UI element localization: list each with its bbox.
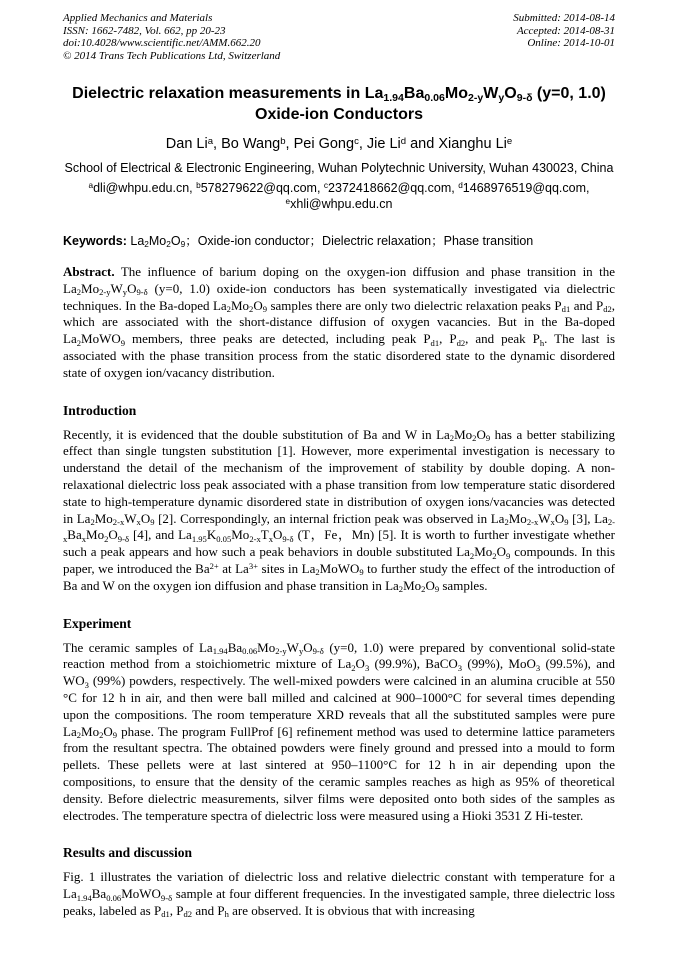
submitted-date: Submitted: 2014-08-14	[513, 12, 615, 24]
section-heading-experiment: Experiment	[63, 615, 132, 631]
journal-doi-line: doi:10.4028/www.scientific.net/AMM.662.20	[63, 37, 261, 49]
section-body-experiment: The ceramic samples of $La_{1.94}Ba_{0.06}Mo_{2-y}W_yO_{9-\delta}$ (y=0, 1.0) were prepared by conventional solid-state reaction method from a stoichiometric mixture of $La_2O_3$ (99.9%), BaCO$_3$ (99%), MoO$_3$ (99.5%), and $WO_3$ (99%) powders, respectively. The well-mixed powders were calcined in an alumina crucible at 550 °C for 12 h in air, and then were ball milled and calcined at 900–1000°C for several times depending upon the compositions. The room temperature XRD reveals that all the substituted samples were pure $La_2Mo_2O_9$ phase. The program FullProf [6] refinement method was used to determine lattice parameters from the resultant spectra. The obtained powders were finely ground and pressed into a mould to form pellets. These pellets were at last sintered at 950–1100°C for 12 h in air depending upon the compositions, to ensure that the density of the ceramic samples reaches as high as 95% of theoretical density. Before dielectric measurements, silver films were deposited onto both sides of the samples as electrodes. The temperature spectra of dielectric loss were measured using a Hioki 3531 Z Hi-tester.	[63, 639, 615, 823]
journal-header	[63, 12, 615, 62]
journal-header-left	[63, 12, 280, 62]
section-heading-results: Results and discussion	[63, 845, 193, 861]
journal-name: Applied Mechanics and Materials	[63, 12, 213, 24]
journal-header-right	[513, 12, 615, 62]
section-results	[63, 845, 615, 919]
online-date: Online: 2014-10-01	[527, 37, 615, 49]
authors-line: Dan Li$^a$, Bo Wang$^b$, Pei Gong$^c$, Jie Li$^d$ and Xianghu Li$^e$	[165, 135, 513, 152]
keywords-line	[63, 233, 615, 249]
emails-line-2: $^e$xhli@whpu.edu.cn	[285, 197, 393, 211]
section-introduction	[63, 403, 615, 595]
affiliation-line: School of Electrical & Electronic Engineering, Wuhan Polytechnic University, Wuhan 430023, China	[64, 161, 614, 175]
section-body-introduction: Recently, it is evidenced that the double substitution of Ba and W in $La_2Mo_2O_9$ has a better stabilizing effect than single tungsten substitution [1]. However, more experimental investigation is necessary to understand the detail of the mechanism of the improvement of stability by double doping. A non-relaxational dielectric loss peak associated with a phase transition from low temperature static disordered state to high-temperature dynamic disordered state in distribution of oxygen ions/vacancies was detected in $La_2Mo_{2-x}W_xO_9$ [2]. Correspondingly, an internal friction peak was observed in $La_2Mo_{2-x}W_xO_9$ [3], $La_{2-x}Ba_xMo_2O_{9-\delta}$ [4], and $La_{1.95}K_{0.05}Mo_{2-x}T_xO_{9-\delta}$ (T，Fe，Mn) [5]. It is worth to further investigate whether such a peak appears and how such a peak behaviors in double substituted $La_2Mo_2O_9$ compounds. In this paper, we introduced the $Ba^{2+}$ at $La^{3+}$ sites in $La_2MoWO_9$ to further study the effect of the introduction of Ba and W on the oxygen ion diffusion and phase transition in $La_2Mo_2O_9$ samples.	[63, 426, 615, 595]
page-title: Dielectric relaxation measurements in $La_{1.94}Ba_{0.06}Mo_{2-y}W_yO_{9-\delta}$ (y=0, 1.0) Oxide-ion Conductors	[72, 85, 606, 123]
emails-block	[63, 180, 615, 212]
section-experiment	[63, 616, 615, 825]
emails-line-1: $^a$dli@whpu.edu.cn, $^b$578279622@qq.com, $^c$2372418662@qq.com, $^d$1468976519@qq.com,	[88, 181, 590, 195]
abstract-paragraph	[63, 264, 615, 382]
keywords-label: Keywords:	[63, 234, 127, 248]
keywords-text: $La_2Mo_2O_9$；Oxide-ion conductor；Dielectric relaxation；Phase transition	[126, 234, 534, 250]
abstract-label: Abstract.	[63, 264, 115, 279]
section-heading-introduction: Introduction	[63, 402, 137, 418]
section-body-results: Fig. 1 illustrates the variation of dielectric loss and relative dielectric constant with temperature for a $La_{1.94}Ba_{0.06}MoWO_{9-\delta}$ sample at four different frequencies. In the investigated sample, three dielectric loss peaks, labeled as $P_{d1}$, $P_{d2}$ and $P_h$ are observed. It is obvious that with increasing	[63, 869, 615, 920]
journal-issn-line: ISSN: 1662-7482, Vol. 662, pp 20-23	[63, 24, 226, 37]
journal-copyright-line: © 2014 Trans Tech Publications Ltd, Switzerland	[63, 49, 281, 62]
accepted-date: Accepted: 2014-08-31	[516, 24, 615, 37]
abstract-text: The influence of barium doping on the oxygen-ion diffusion and phase transition in the $La_2Mo_{2-y}W_yO_{9-\delta}$ (y=0, 1.0) oxide-ion conductors has been systematically investigated via dielectric techniques. In the Ba-doped $La_2Mo_2O_9$ samples there are only two dielectric relaxation peaks $P_{d1}$ and $P_{d2}$, which are associated with the short-distance diffusion of oxygen vacancies. But in the Ba-doped $La_2MoWO_9$ members, three peaks are detected, including peak $P_{d1}$, $P_{d2}$, and peak $P_h$. The last is associated with the phase transition process from the static disordered state to the dynamic disordered state of oxygen ion/vacancy distribution.	[63, 264, 616, 380]
